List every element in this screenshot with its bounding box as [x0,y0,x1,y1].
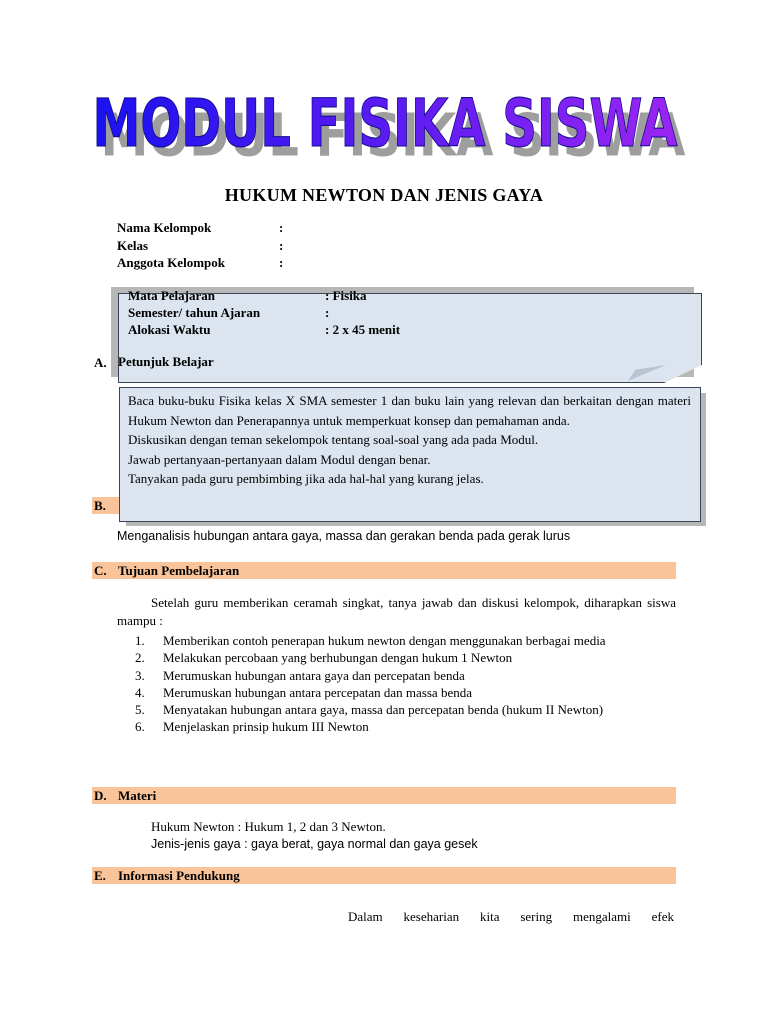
study-guide-text [128,391,691,489]
section-letter: E. [94,868,106,883]
supporting-info-text: Dalam keseharian kita sering mengalami efek [348,909,674,924]
subject-row [128,288,400,305]
identity-row-class [117,238,283,256]
section-title: Tujuan Pembelajaran [118,563,240,578]
identity-label: Nama Kelompok [117,220,212,235]
section-d-header [92,787,676,804]
guide-paragraph: Tanyakan pada guru pembimbing jika ada hal-hal yang kurang jelas. [128,471,484,487]
section-letter: B. [94,498,106,513]
list-number: 6. [135,719,145,735]
guide-paragraph: Diskusikan dengan teman sekelompok tentang soal-soal yang ada pada Modul. [128,432,539,448]
section-a-title: Petunjuk Belajar [118,354,214,369]
section-title: Materi [118,788,157,803]
guide-paragraph: Baca buku-buku Fisika kelas X SMA semester 1 dan buku lain yang relevan dan berkaitan dengan materi Hukum Newton dan Penerapannya untuk memperkuat konsep dan pemahaman anda. [128,393,691,428]
objectives-list [117,632,676,736]
list-item [117,718,676,735]
list-text: Menyatakan hubungan antara gaya, massa dan percepatan benda (hukum II Newton) [163,702,604,718]
identity-label: Anggota Kelompok [117,255,225,270]
section-letter: A. [94,355,107,370]
list-text: Merumuskan hubungan antara percepatan dan massa benda [163,684,472,700]
guide-paragraph: Jawab pertanyaan-pertanyaan dalam Modul dengan benar. [128,451,431,467]
subject-block [128,288,400,339]
section-title: Informasi Pendukung [118,868,240,883]
list-item [117,701,676,718]
section-letter: C. [94,563,107,578]
subject-label: Mata Pelajaran [128,288,216,303]
materi-line: Hukum Newton : Hukum 1, 2 dan 3 Newton. [151,819,386,834]
section-e-header [92,867,676,884]
competency-text: Menganalisis hubungan antara gaya, massa dan gerakan benda pada gerak lurus [117,529,571,543]
subject-value: : Fisika [325,288,367,303]
subject-value: : [325,305,330,320]
section-c-header [92,562,676,579]
section-letter: D. [94,788,107,803]
module-banner [80,78,700,170]
document-title: HUKUM NEWTON DAN JENIS GAYA [224,185,544,205]
list-text: Menjelaskan prinsip hukum III Newton [163,719,369,735]
identity-separator: : [279,237,284,253]
banner-wordart [80,78,700,170]
list-text: Merumuskan hubungan antara gaya dan percepatan benda [163,667,465,683]
list-item [117,649,676,666]
subject-row [128,305,400,322]
materi-block [151,819,478,852]
objectives-intro-text: Setelah guru memberikan ceramah singkat, tanya jawab dan diskusi kelompok, diharapkan siswa mampu : [117,595,676,628]
list-item [117,667,676,684]
list-text: Melakukan percobaan yang berhubungan dengan hukum 1 Newton [163,650,513,666]
subject-label: Semester/ tahun Ajaran [128,305,261,320]
identity-row-members [117,255,283,273]
list-number: 4. [135,684,145,700]
objectives-intro [117,594,676,629]
subject-label: Alokasi Waktu [128,322,211,337]
list-number: 5. [135,702,145,718]
subject-value: : 2 x 45 menit [325,322,401,337]
identity-separator: : [279,255,284,270]
list-item [117,684,676,701]
subject-row [128,322,400,339]
identity-block [117,220,283,273]
identity-separator: : [279,220,284,235]
banner-shadow: MODUL FISIKA SISWA [100,100,686,170]
list-text: Memberikan contoh penerapan hukum newton dengan menggunakan berbagai media [163,633,606,648]
identity-label: Kelas [117,237,149,253]
banner-text: MODUL FISIKA SISWA [92,85,678,162]
list-number: 1. [135,633,145,648]
list-item [117,632,676,649]
list-number: 2. [135,650,145,666]
identity-row-group [117,220,283,238]
materi-line: Jenis-jenis gaya : gaya berat, gaya normal dan gaya gesek [151,836,478,851]
list-number: 3. [135,667,145,683]
